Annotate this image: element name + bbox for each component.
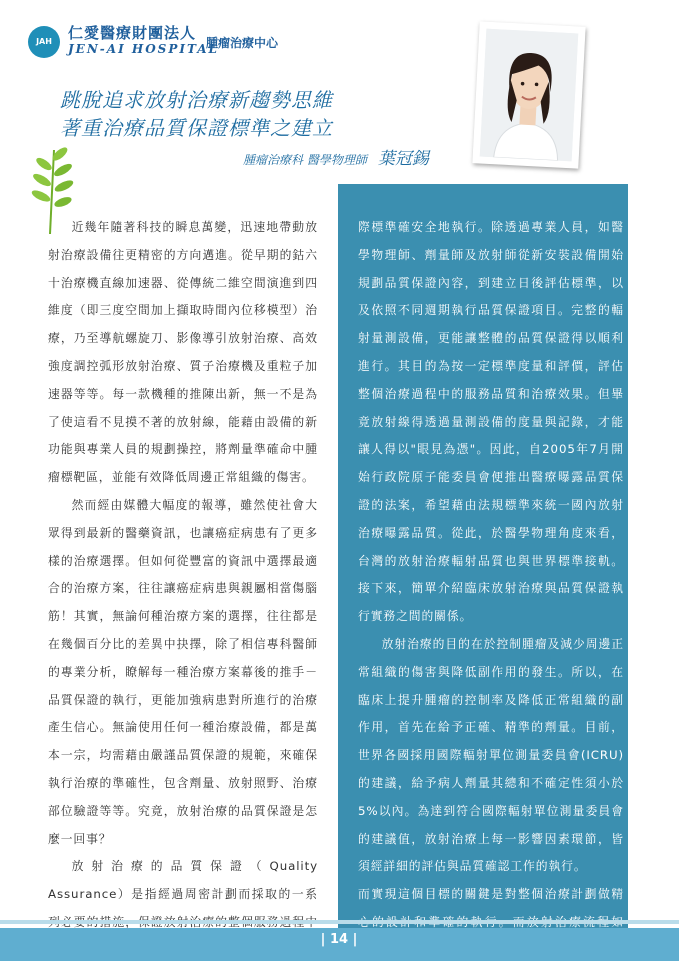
article-paragraph: 放射治療的品質保證（Quality Assurance）是指經過周密計劃而採取的一系 bbox=[48, 859, 318, 902]
article-title bbox=[60, 86, 333, 142]
article-column-right bbox=[358, 214, 624, 965]
article-title-line: 著重治療品質保證標準之建立 bbox=[60, 116, 333, 140]
article-paragraph: 而實現這個目標的關鍵是對整個治療計劃做精 bbox=[358, 887, 624, 902]
person-portrait-icon bbox=[480, 29, 579, 162]
article-paragraph: 近幾年隨著科技的瞬息萬變，迅速地帶動放射治療設備往更精密的方向邁進。從早期的鈷六十治療機直線加速器、從傳統二維空間演進到四維度（即三度空間加上擷取時間內位移模型）治療，乃至導航螺旋刀、影像導引放射治療、高效強度調控弧形放射治療、質子治療機及重粒子加速器等等。每一款機種的推陳出新，無一不是為了使這看不見摸不著的放射線，能藉由設備的新功能與專業人員的規劃操控，將劑量準確命中腫瘤標靶區，並能有效降低周邊正常組織的傷害。 bbox=[48, 220, 318, 485]
footer-divider bbox=[0, 920, 679, 924]
article-paragraph: 放射治療的目的在於控制腫瘤及減少周邊正常組織的傷害與降低副作用的發生。所以，在臨床上提升腫瘤的控制率及降低正常組織的副作用，首先在給予正確、精準的劑量。目前，世界各國採用國際輻射單位測量委員會(ICRU)的建議，給予病人劑量其總和不確定性須小於5%以內。為達到符合國際輻射單位測量委員會的建議值，放射治療上每一影響因素環節，皆須經詳細的評估與品質確認工作的執行。 bbox=[358, 636, 624, 874]
author-photo bbox=[472, 21, 585, 168]
author-name: 葉冠錫 bbox=[377, 149, 429, 169]
author-role: 腫瘤治療科 醫學物理師 bbox=[243, 153, 367, 167]
article-paragraph: 際標準確安全地執行。除透過專業人員，如醫學物理師、劑量師及放射師從新安裝設備開始規劃品質保證內容，到建立日後評估標準，以及依照不同週期執行品質保證項目。完整的輻射量測設備，更能讓整體的品質保證得以順利進行。其目的為按一定標準度量和評價，評估整個治療過程中的服務品質和治療效果。但畢竟放射線得透過量測設備的度量與記錄，才能讓人得以"眼見為憑"。因此，自2005年7月開始行政院原子能委員會便推出醫療曝露品質保證的法案，希望藉由法規標準來統一國內放射治療曝露品質。從此，於醫學物理角度來看，台灣的放射治療輻射品質也與世界標準接軌。接下來，簡單介紹臨床放射治療與品質保證執行實務之間的關係。 bbox=[358, 220, 624, 624]
article-column-left bbox=[48, 214, 318, 965]
article-title-line: 跳脫追求放射治療新趨勢思維 bbox=[60, 88, 333, 112]
org-name-chinese: 仁愛醫療財團法人 bbox=[68, 24, 197, 42]
page-number: | 14 | bbox=[320, 932, 358, 947]
org-name-english: JEN-AI HOSPITAL bbox=[68, 42, 219, 56]
department-name: 腫瘤治療中心 bbox=[206, 36, 279, 50]
author-byline bbox=[243, 144, 429, 169]
article-paragraph: 然而經由媒體大幅度的報導，雖然使社會大眾得到最新的醫藥資訊，也讓癌症病患有了更多樣的治療選擇。但如何從豐富的資訊中選擇最適合的治療方案，往往讓癌症病患與親屬相當傷腦筋！其實，無論何種治療方案的選擇，往往都是在幾個百分比的差異中抉擇，除了相信專科醫師的專業分析，瞭解每一種治療方案幕後的推手－品質保證的執行，更能加強病患對所進行的治療產生信心。無論使用任何一種治療設備，都是萬本一宗，均需藉由嚴謹品質保證的規範，來確保執行治療的準確性，包含劑量、放射照野、治療部位驗證等等。究竟，放射治療的品質保證是怎麼一回事？ bbox=[48, 497, 318, 846]
hospital-header bbox=[28, 20, 328, 64]
hospital-logo-icon: JAH bbox=[28, 26, 60, 58]
